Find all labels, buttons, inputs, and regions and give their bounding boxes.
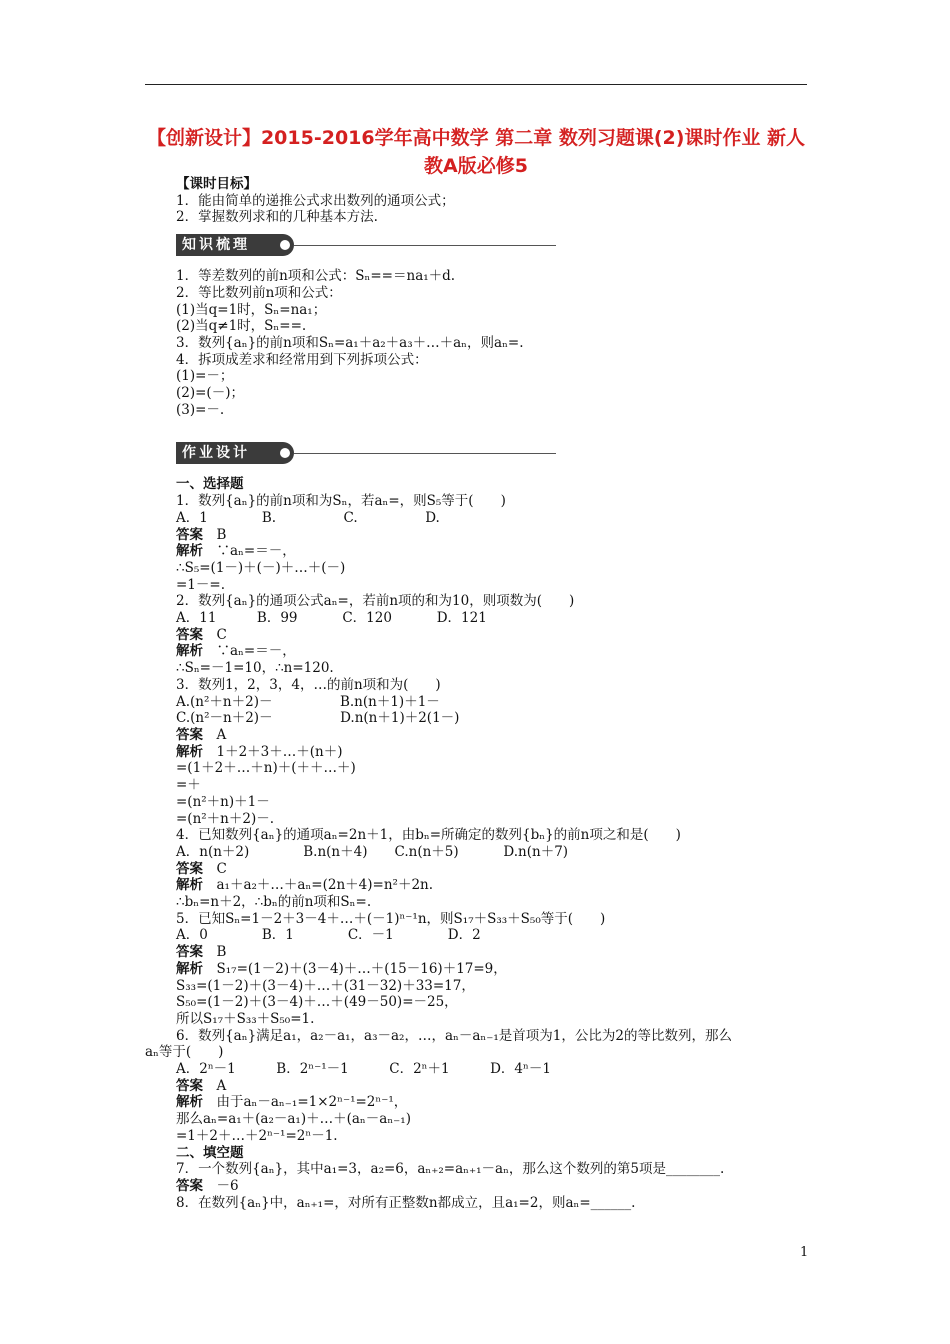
banner-rule — [294, 453, 556, 454]
goal-item: 1．能由简单的递推公式求出数列的通项公式； — [176, 192, 455, 209]
options: C.(n²－n＋2)－ D.n(n＋1)＋2(1－) — [176, 710, 460, 727]
options: A．11 B．99 C．120 D．121 — [176, 610, 487, 627]
question: 3．数列1，2，3，4，…的前n项和为( ) — [176, 676, 441, 693]
analysis-label: 解析 — [176, 960, 203, 977]
question: 2．数列{aₙ}的通项公式aₙ=，若前n项的和为10，则项数为( ) — [176, 593, 575, 610]
answer-label: 答案 — [176, 726, 203, 743]
analysis: ∵aₙ=＝－， — [216, 643, 296, 660]
analysis-line: =(n²＋n)＋1－ — [176, 793, 270, 810]
answer: A — [216, 726, 227, 743]
goal-item: 2．掌握数列求和的几种基本方法. — [176, 209, 378, 226]
knowledge-line: (1)当q=1时，Sₙ=na₁； — [176, 301, 327, 318]
answer: B — [216, 944, 227, 961]
analysis-line: 那么aₙ=a₁＋(a₂－a₁)＋…＋(aₙ－aₙ₋₁) — [176, 1111, 411, 1128]
goals-heading: 【课时目标】 — [176, 176, 257, 192]
answer: B — [216, 526, 227, 543]
knowledge-line: (2)=(－)； — [176, 385, 244, 402]
answer-label: 答案 — [176, 626, 203, 643]
banner-label: 作业设计 — [176, 442, 294, 464]
analysis: S₁₇=(1－2)＋(3－4)＋…＋(15－16)＋17=9， — [216, 960, 507, 977]
options: A．n(n＋2) B.n(n＋4) C.n(n＋5) D.n(n＋7) — [176, 843, 569, 860]
question: 7．一个数列{aₙ}，其中a₁=3，a₂=6，aₙ₊₂=aₙ₊₁－aₙ，那么这个数列的第5项是________. — [176, 1161, 725, 1178]
analysis-label: 解析 — [176, 543, 203, 560]
answer-label: 答案 — [176, 944, 203, 961]
answer-label: 答案 — [176, 1177, 203, 1194]
analysis-line: =1－=. — [176, 576, 226, 593]
document-title: 【创新设计】2015-2016学年高中数学 第二章 数列习题课(2)课时作业 新人教A版必修5 — [146, 127, 806, 177]
options: A．1 B. C. D. — [176, 509, 440, 526]
section-banner-knowledge — [176, 234, 816, 256]
answer: －6 — [216, 1177, 239, 1194]
answer-label: 答案 — [176, 860, 203, 877]
answer: C — [216, 860, 227, 877]
banner-label: 知识梳理 — [176, 234, 294, 256]
answer-label: 答案 — [176, 526, 203, 543]
analysis: ∵aₙ=＝－， — [216, 543, 296, 560]
analysis-line: ∴bₙ=n＋2，∴bₙ的前n项和Sₙ=. — [176, 894, 372, 911]
knowledge-line: (2)当q≠1时，Sₙ==. — [176, 318, 307, 335]
analysis-line: =＋ — [176, 777, 201, 794]
analysis-line: ∴S₅=(1－)＋(－)＋…＋(－) — [176, 559, 346, 576]
question: 1．数列{aₙ}的前n项和为Sₙ，若aₙ=，则S₅等于( ) — [176, 493, 506, 510]
analysis-line: =(1＋2＋…＋n)＋(＋＋…＋) — [176, 760, 356, 777]
question: 4．已知数列{aₙ}的通项aₙ=2n＋1，由bₙ=所确定的数列{bₙ}的前n项之和是( ) — [176, 827, 681, 844]
analysis-line: S₃₃=(1－2)＋(3－4)＋…＋(31－32)＋33=17， — [176, 977, 475, 994]
answer: C — [216, 626, 227, 643]
knowledge-line: (1)=－； — [176, 368, 234, 385]
document-body — [145, 176, 816, 1211]
part-heading: 二、填空题 — [176, 1144, 244, 1161]
analysis-line: ∴Sₙ=－1=10，∴n=120. — [176, 660, 334, 677]
analysis-line: 所以S₁₇＋S₃₃＋S₅₀=1. — [176, 1010, 315, 1027]
question: 6．数列{aₙ}满足a₁，a₂－a₁，a₃－a₂，…，aₙ－aₙ₋₁是首项为1，公比为2的等比数列，那么 — [176, 1027, 732, 1044]
analysis-line: =(n²＋n＋2)－. — [176, 810, 275, 827]
answer: A — [216, 1077, 227, 1094]
analysis-line: =1＋2＋…＋2ⁿ⁻¹=2ⁿ－1. — [176, 1127, 338, 1144]
analysis: 1＋2＋3＋…＋(n＋) — [216, 743, 343, 760]
analysis-label: 解析 — [176, 1094, 203, 1111]
knowledge-line: (3)=－. — [176, 401, 225, 418]
analysis-line: S₅₀=(1－2)＋(3－4)＋…＋(49－50)=－25， — [176, 994, 458, 1011]
analysis: a₁＋a₂＋…＋aₙ=(2n＋4)=n²＋2n. — [216, 877, 434, 894]
question: 5．已知Sₙ=1－2＋3－4＋…＋(－1)ⁿ⁻¹n，则S₁₇＋S₃₃＋S₅₀等于( ) — [176, 910, 606, 927]
analysis-label: 解析 — [176, 877, 203, 894]
analysis-label: 解析 — [176, 643, 203, 660]
answer-label: 答案 — [176, 1077, 203, 1094]
knowledge-line: 3．数列{aₙ}的前n项和Sₙ=a₁＋a₂＋a₃＋…＋aₙ，则aₙ=. — [176, 334, 524, 351]
part-heading: 一、选择题 — [176, 476, 244, 493]
question: 8．在数列{aₙ}中，aₙ₊₁=，对所有正整数n都成立，且a₁=2，则aₙ=______. — [176, 1194, 636, 1211]
banner-rule — [294, 245, 556, 246]
options: A．0 B．1 C．－1 D．2 — [176, 927, 481, 944]
knowledge-line: 1．等差数列的前n项和公式：Sₙ==＝na₁＋d. — [176, 268, 456, 285]
section-banner-homework — [176, 442, 816, 464]
options: A．2ⁿ－1 B．2ⁿ⁻¹－1 C．2ⁿ＋1 D．4ⁿ－1 — [176, 1061, 551, 1078]
knowledge-line: 4．拆项成差求和经常用到下列拆项公式： — [176, 351, 428, 368]
analysis-label: 解析 — [176, 743, 203, 760]
question-continued: aₙ等于( ) — [145, 1044, 224, 1061]
knowledge-line: 2．等比数列前n项和公式： — [176, 284, 342, 301]
page-number: 1 — [800, 1245, 809, 1260]
analysis: 由于aₙ－aₙ₋₁=1×2ⁿ⁻¹=2ⁿ⁻¹， — [216, 1094, 408, 1111]
options: A.(n²＋n＋2)－ B.n(n＋1)＋1－ — [176, 693, 440, 710]
header-rule — [145, 84, 807, 85]
